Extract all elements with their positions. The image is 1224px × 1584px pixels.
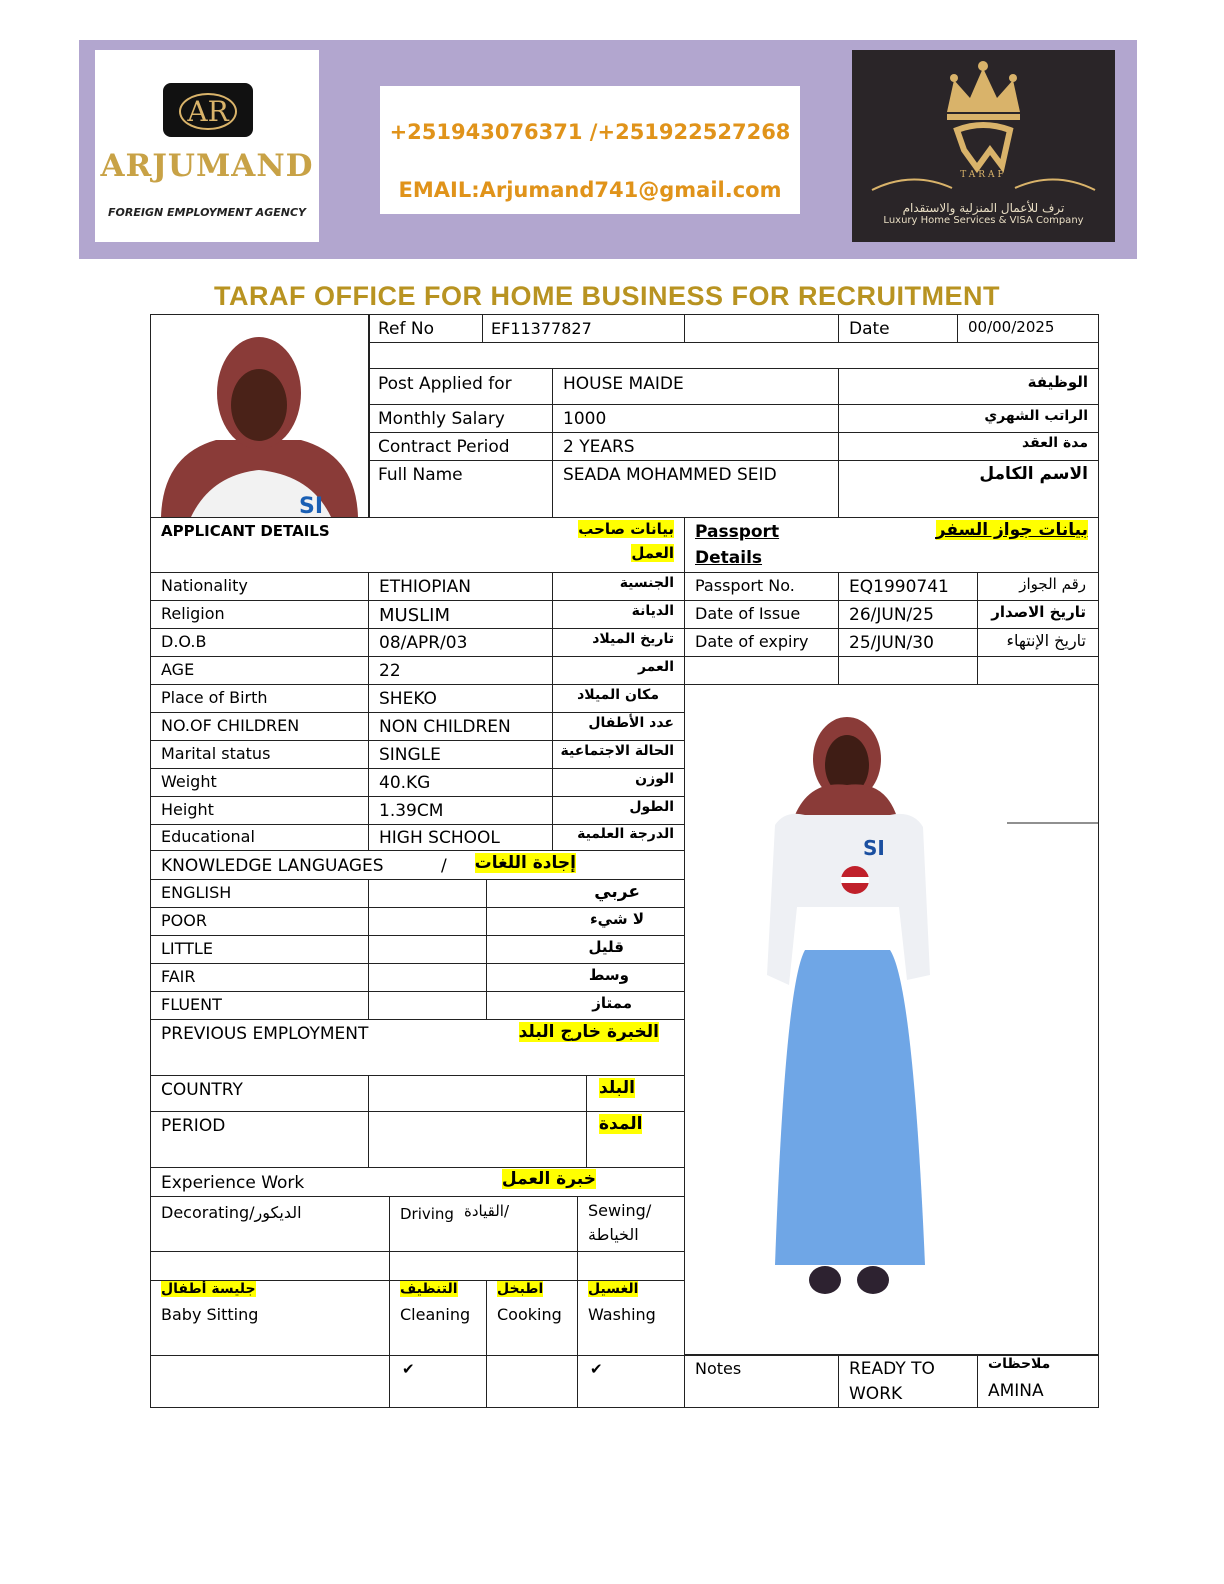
passport-ar: تاريخ الإنتهاء: [1006, 631, 1086, 650]
date-value-cell: [957, 314, 1099, 343]
passport-value-cell: [838, 572, 978, 601]
contract-label-cell: [369, 432, 553, 461]
post-value-cell: [552, 368, 839, 405]
applicant-label-cell: [150, 572, 369, 601]
employment-header: PREVIOUS EMPLOYMENT: [161, 1024, 369, 1044]
date-label: Date: [849, 319, 890, 339]
svg-text:SI: SI: [863, 836, 885, 860]
cleaning-ar-text: التنظيف: [400, 1281, 458, 1297]
passport-value-cell: [838, 600, 978, 629]
taraf-brand: TARAF: [960, 170, 1007, 180]
salary-label-cell: [369, 404, 553, 433]
applicant-value-cell: [368, 656, 553, 685]
salary-label: Monthly Salary: [378, 409, 505, 429]
name-ar-cell: [838, 460, 1099, 518]
washing-label: Washing: [588, 1305, 656, 1324]
agent-name: AMINA: [988, 1381, 1044, 1401]
applicant-value-cell: [368, 572, 553, 601]
country-ar-text: البلد: [599, 1078, 635, 1098]
passport-label: Date of Issue: [695, 604, 801, 623]
language-ar: قليل: [588, 938, 624, 956]
post-label-cell: [369, 368, 553, 405]
salary-ar-cell: [838, 404, 1099, 433]
country-ar: [599, 1078, 635, 1098]
country-value-cell: [368, 1075, 587, 1112]
arjumand-brand: ARJUMAND: [100, 148, 314, 184]
language-mark-cell: [368, 963, 487, 992]
check-icon: ✔: [402, 1360, 415, 1378]
experience-blank-cell: [577, 1251, 685, 1281]
period-label-cell: [150, 1111, 369, 1168]
language-ar: ممتاز: [592, 994, 632, 1012]
cleaning-label: Cleaning: [400, 1305, 471, 1324]
salary-value-cell: [552, 404, 839, 433]
taraf-arabic-line: ترف للأعمال المنزلية والاستقدام: [902, 201, 1065, 215]
portrait-photo: [150, 314, 369, 518]
passport-ar-cell: [977, 600, 1099, 629]
experience-header: Experience Work: [161, 1173, 305, 1193]
applicant-label-cell: [150, 824, 369, 851]
ref-label: Ref No: [378, 319, 435, 339]
passport-header-ar: [936, 520, 1088, 540]
applicant-label-cell: [150, 600, 369, 629]
language-label-cell: [150, 991, 369, 1020]
applicant-ar: مكان الميلاد: [577, 687, 659, 703]
language-label: LITTLE: [161, 939, 213, 958]
ref-value-cell: [482, 314, 685, 343]
language-ar: عربي: [594, 882, 640, 902]
name-label-cell: [369, 460, 553, 518]
language-label: POOR: [161, 911, 207, 930]
washing-ar: [588, 1281, 638, 1297]
cooking-ar: [497, 1281, 543, 1297]
portrait-photo-image: [151, 315, 368, 517]
applicant-label: Marital status: [161, 744, 271, 763]
applicant-ar: الدرجة العلمية: [577, 826, 674, 842]
salary-ar: الراتب الشهري: [984, 408, 1088, 424]
language-label: FLUENT: [161, 995, 222, 1014]
cleaning-check-cell: [389, 1355, 487, 1408]
passport-ar: تاريخ الاصدار: [991, 603, 1086, 621]
applicant-value-cell: [368, 628, 553, 657]
applicant-ar-cell: [552, 712, 685, 741]
salary-value: 1000: [563, 409, 607, 429]
applicant-label-cell: [150, 628, 369, 657]
passport-empty-cell: [684, 656, 839, 685]
languages-header: KNOWLEDGE LANGUAGES: [161, 856, 384, 876]
language-ar-cell: [486, 963, 685, 992]
period-ar: [599, 1114, 642, 1134]
ref-label-cell: [369, 314, 483, 343]
applicant-label-cell: [150, 768, 369, 797]
experience-blank-cell: [150, 1251, 390, 1281]
ref-value: EF11377827: [491, 319, 592, 338]
washing-check-cell: [577, 1355, 685, 1408]
experience-header-ar-text: خبرة العمل: [501, 1169, 596, 1189]
applicant-label: Height: [161, 800, 214, 819]
applicant-value: NON CHILDREN: [379, 717, 511, 737]
passport-label-cell: [684, 600, 839, 629]
applicant-label: Nationality: [161, 576, 248, 595]
applicant-label-cell: [150, 656, 369, 685]
date-label-cell: [838, 314, 958, 343]
passport-value: 25/JUN/30: [849, 633, 934, 653]
contract-ar: مدة العقد: [1021, 435, 1088, 451]
language-ar-cell: [486, 907, 685, 936]
passport-header-ar-text: بيانات جواز السفر: [935, 520, 1088, 540]
country-label: COUNTRY: [161, 1080, 243, 1100]
name-ar: الاسم الكامل: [979, 464, 1088, 484]
post-label: Post Applied for: [378, 374, 512, 394]
notes-label-cell: [684, 1355, 839, 1408]
date-value: 00/00/2025: [968, 318, 1055, 336]
name-value: SEADA MOHAMMED SEID: [563, 465, 777, 485]
passport-empty-cell: [977, 656, 1099, 685]
language-mark-cell: [368, 935, 487, 964]
contact-email: EMAIL:Arjumand741@gmail.com: [398, 178, 782, 202]
country-label-cell: [150, 1075, 369, 1112]
applicant-ar: الطول: [629, 799, 674, 815]
passport-label-cell: [684, 628, 839, 657]
notes-value-line-1: READY TO: [849, 1359, 935, 1379]
languages-slash: /: [441, 856, 447, 876]
contract-value: 2 YEARS: [563, 437, 635, 457]
passport-header-2: Details: [695, 548, 763, 568]
applicant-ar-cell: [552, 684, 685, 713]
applicant-ar: العمر: [637, 659, 674, 675]
languages-header-cell: [150, 850, 685, 880]
arjumand-logo: [95, 50, 319, 242]
contact-phones: +251943076371 /+251922527268: [389, 120, 791, 144]
applicant-header-ar-1: [578, 520, 674, 538]
full-body-photo: [685, 685, 1098, 1354]
passport-ar: رقم الجواز: [1019, 575, 1086, 593]
applicant-label: NO.OF CHILDREN: [161, 716, 300, 735]
language-mark-cell: [368, 991, 487, 1020]
period-label: PERIOD: [161, 1116, 226, 1136]
cooking-check-cell: [486, 1355, 578, 1408]
notes-ar-cell: [977, 1355, 1099, 1408]
language-ar-cell: [486, 879, 685, 908]
employment-header-ar: [519, 1022, 659, 1042]
applicant-ar: تاريخ الميلاد: [592, 631, 674, 647]
sewing-cell: [577, 1196, 685, 1252]
washing-cell: [577, 1280, 685, 1356]
language-label-cell: [150, 907, 369, 936]
employment-header-ar-text: الخبرة خارج البلد: [518, 1022, 659, 1042]
passport-empty-cell: [838, 656, 978, 685]
applicant-ar-cell: [552, 768, 685, 797]
applicant-value-cell: [368, 684, 553, 713]
applicant-value: SHEKO: [379, 689, 437, 709]
taraf-english-line: Luxury Home Services & VISA Company: [883, 215, 1084, 226]
agency-subtitle: FOREIGN EMPLOYMENT AGENCY: [108, 206, 306, 219]
applicant-label-cell: [150, 684, 369, 713]
contract-value-cell: [552, 432, 839, 461]
language-label: ENGLISH: [161, 883, 232, 902]
applicant-ar: الديانة: [631, 603, 674, 619]
applicant-value: 22: [379, 661, 401, 681]
applicant-header-ar-2-text: العمل: [631, 544, 674, 562]
passport-value: 26/JUN/25: [849, 605, 934, 625]
applicant-ar-cell: [552, 656, 685, 685]
applicant-value: 1.39CM: [379, 801, 444, 821]
applicant-header-cell: [150, 517, 685, 573]
applicant-value-cell: [368, 740, 553, 769]
notes-ar: ملاحظات: [988, 1356, 1051, 1372]
applicant-label-cell: [150, 712, 369, 741]
applicant-value: HIGH SCHOOL: [379, 828, 500, 848]
ar-monogram: [163, 83, 253, 137]
passport-ar-cell: [977, 572, 1099, 601]
passport-header-cell: [684, 517, 1099, 573]
passport-label: Passport No.: [695, 576, 795, 595]
washing-ar-text: الغسيل: [588, 1281, 639, 1297]
contact-box: [380, 86, 800, 214]
baby-sitting-label: Baby Sitting: [161, 1305, 259, 1324]
language-ar: وسط: [588, 966, 629, 984]
language-mark-cell: [368, 907, 487, 936]
applicant-ar-cell: [552, 824, 685, 851]
cooking-ar-text: اطبخل: [497, 1281, 544, 1297]
language-ar-cell: [486, 991, 685, 1020]
languages-header-ar-text: إجادة اللغات: [474, 853, 576, 873]
post-ar: الوظيفة: [1027, 373, 1088, 391]
applicant-header-ar-1-text: بيانات صاحب: [578, 520, 674, 538]
applicant-value: 08/APR/03: [379, 633, 468, 653]
applicant-value: 40.KG: [379, 773, 431, 793]
full-body-photo-frame: [684, 684, 1099, 1355]
language-label-cell: [150, 935, 369, 964]
applicant-ar-cell: [552, 740, 685, 769]
baby-sitting-ar: [161, 1281, 256, 1297]
applicant-label: D.O.B: [161, 632, 207, 651]
applicant-ar: الحالة الاجتماعية: [560, 743, 674, 759]
contract-label: Contract Period: [378, 437, 510, 457]
applicant-value-cell: [368, 824, 553, 851]
passport-value-cell: [838, 628, 978, 657]
sewing-ar: الخياطة: [588, 1225, 639, 1244]
language-mark-cell: [368, 879, 487, 908]
driving-cell: [389, 1196, 578, 1252]
check-icon: ✔: [590, 1360, 603, 1378]
employment-header-cell: [150, 1019, 685, 1076]
applicant-header: APPLICANT DETAILS: [161, 522, 330, 540]
applicant-label-cell: [150, 740, 369, 769]
language-label: FAIR: [161, 967, 196, 986]
applicant-label-cell: [150, 796, 369, 825]
svg-text:SI: SI: [299, 494, 324, 517]
language-ar: لا شيء: [590, 910, 644, 928]
passport-header-1: Passport: [695, 522, 780, 542]
baby-sitting-cell: [150, 1280, 390, 1356]
applicant-value-cell: [368, 796, 553, 825]
sewing-label: Sewing/: [588, 1201, 652, 1220]
applicant-ar-cell: [552, 600, 685, 629]
driving-ar: /القيادة: [464, 1202, 510, 1220]
applicant-label: Religion: [161, 604, 225, 623]
monogram-text: AR: [179, 93, 236, 130]
applicant-value-cell: [368, 600, 553, 629]
period-ar-cell: [586, 1111, 685, 1168]
experience-header-cell: [150, 1167, 685, 1197]
passport-label-cell: [684, 572, 839, 601]
applicant-value: MUSLIM: [379, 605, 450, 626]
experience-header-ar: [502, 1169, 596, 1189]
spacer-row: [369, 342, 1099, 369]
blank-cell: [684, 314, 839, 343]
applicant-header-ar-2: [631, 544, 674, 562]
country-ar-cell: [586, 1075, 685, 1112]
decorating-cell: [150, 1196, 390, 1252]
taraf-logo: [852, 50, 1115, 242]
baby-sitting-check-cell: [150, 1355, 390, 1408]
cleaning-cell: [389, 1280, 487, 1356]
languages-header-ar: [475, 853, 576, 873]
applicant-ar: عدد الأطفال: [588, 715, 674, 731]
applicant-label: AGE: [161, 660, 195, 679]
applicant-ar: الوزن: [635, 771, 674, 787]
cooking-label: Cooking: [497, 1305, 562, 1324]
notes-value-line-2: WORK: [849, 1384, 903, 1404]
applicant-value-cell: [368, 768, 553, 797]
passport-ar-cell: [977, 628, 1099, 657]
applicant-value-cell: [368, 712, 553, 741]
applicant-value: ETHIOPIAN: [379, 577, 471, 597]
applicant-ar-cell: [552, 628, 685, 657]
name-value-cell: [552, 460, 839, 518]
passport-value: EQ1990741: [849, 577, 949, 597]
contract-ar-cell: [838, 432, 1099, 461]
driving-label: Driving: [400, 1205, 454, 1223]
experience-blank-cell: [389, 1251, 578, 1281]
passport-label: Date of expiry: [695, 632, 809, 651]
page-title: TARAF OFFICE FOR HOME BUSINESS FOR RECRUITMENT: [214, 281, 1000, 311]
applicant-label: Educational: [161, 827, 255, 846]
post-value: HOUSE MAIDE: [563, 374, 684, 394]
applicant-ar: الجنسية: [619, 575, 674, 591]
cleaning-ar: [400, 1281, 458, 1297]
decorating-label: Decorating/الديكور: [161, 1203, 302, 1222]
applicant-ar-cell: [552, 572, 685, 601]
post-ar-cell: [838, 368, 1099, 405]
applicant-value: SINGLE: [379, 745, 441, 765]
cooking-cell: [486, 1280, 578, 1356]
language-label-cell: [150, 879, 369, 908]
applicant-label: Weight: [161, 772, 217, 791]
notes-value-cell: [838, 1355, 978, 1408]
applicant-ar-cell: [552, 796, 685, 825]
name-label: Full Name: [378, 465, 463, 485]
period-ar-text: المدة: [599, 1114, 643, 1134]
period-value-cell: [368, 1111, 587, 1168]
notes-label: Notes: [695, 1359, 742, 1378]
language-label-cell: [150, 963, 369, 992]
applicant-label: Place of Birth: [161, 688, 268, 707]
baby-sitting-ar-text: جليسة أطفال: [161, 1281, 256, 1297]
language-ar-cell: [486, 935, 685, 964]
